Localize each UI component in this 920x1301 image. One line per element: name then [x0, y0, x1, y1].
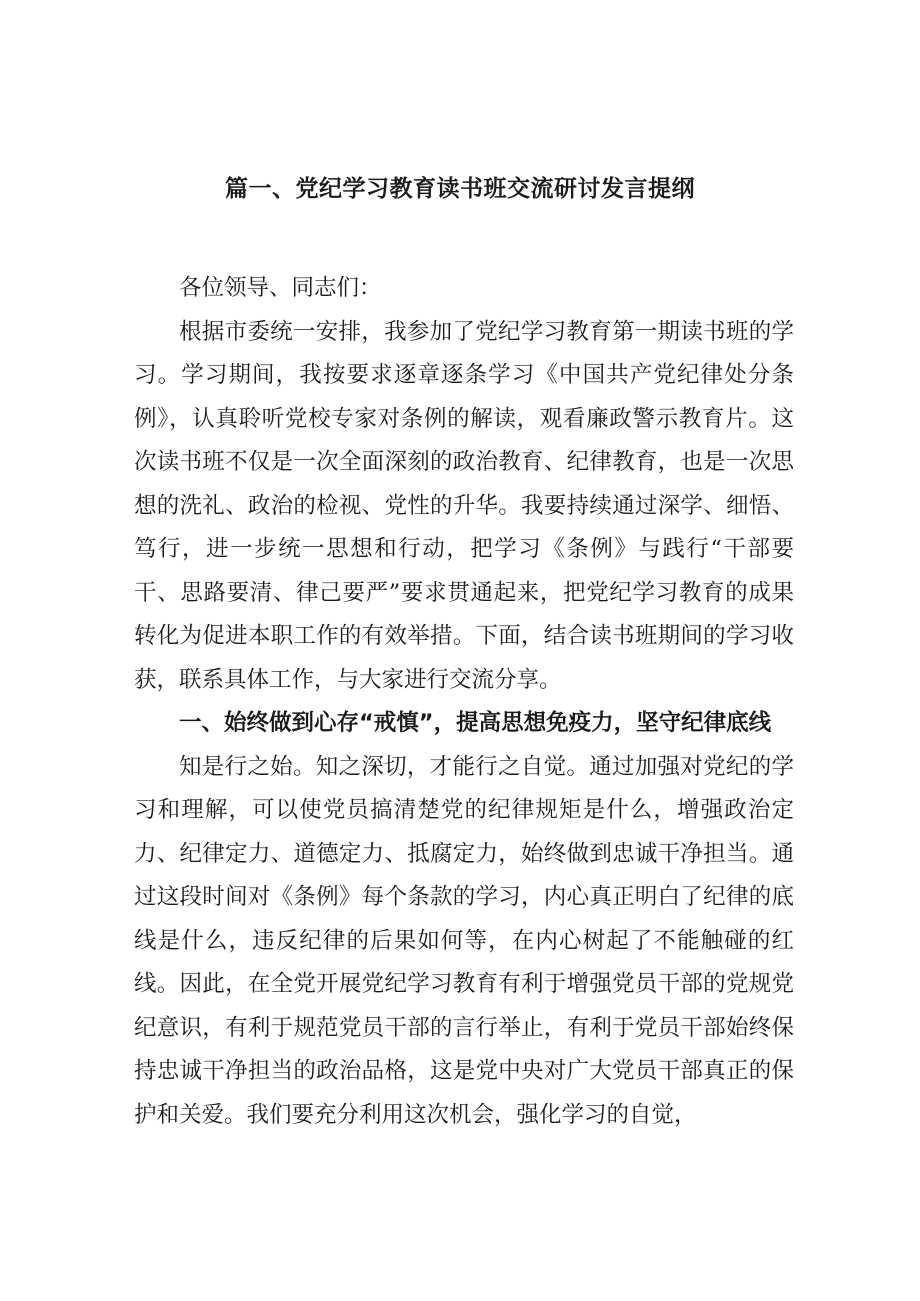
paragraph: 根据市委统一安排，我参加了党纪学习教育第一期读书班的学习。学习期间，我按要求逐章逐条学习《中国共产党纪律处分条例》，认真聆听党校专家对条例的解读，观看廉政警示教育片。这次读书班不仅是一次全面深刻的政治教育、纪律教育，也是一次思想的洗礼、政治的检视、党性的升华。我要持续通过深学、细悟、笃行，进一步统一思想和行动，把学习《条例》与践行“干部要干、思路要清、律己要严”要求贯通起来，把党纪学习教育的成果转化为促进本职工作的有效举措。下面，结合读书班期间的学习收获，联系具体工作，与大家进行交流分享。 — [134, 318, 794, 693]
document-body — [134, 267, 794, 1137]
paragraph: 知是行之始。知之深切，才能行之自觉。通过加强对党纪的学习和理解，可以使党员搞清楚党的纪律规矩是什么，增强政治定力、纪律定力、道德定力、抵腐定力，始终做到忠诚干净担当。通过这段时间对《条例》每个条款的学习，内心真正明白了纪律的底线是什么，违反纪律的后果如何等，在内心树起了不能触碰的红线。因此，在全党开展党纪学习教育有利于增强党员干部的党规党纪意识，有利于规范党员干部的言行举止，有利于党员干部始终保持忠诚干净担当的政治品格，这是党中央对广大党员干部真正的保护和关爱。我们要充分利用这次机会，强化学习的自觉， — [134, 753, 794, 1128]
section-heading: 一、始终做到心存“戒慎”，提高思想免疫力，坚守纪律底线 — [179, 710, 772, 736]
document-title: 篇一、党纪学习教育读书班交流研讨发言提纲 — [225, 176, 695, 202]
salutation: 各位领导、同志们： — [179, 275, 382, 301]
